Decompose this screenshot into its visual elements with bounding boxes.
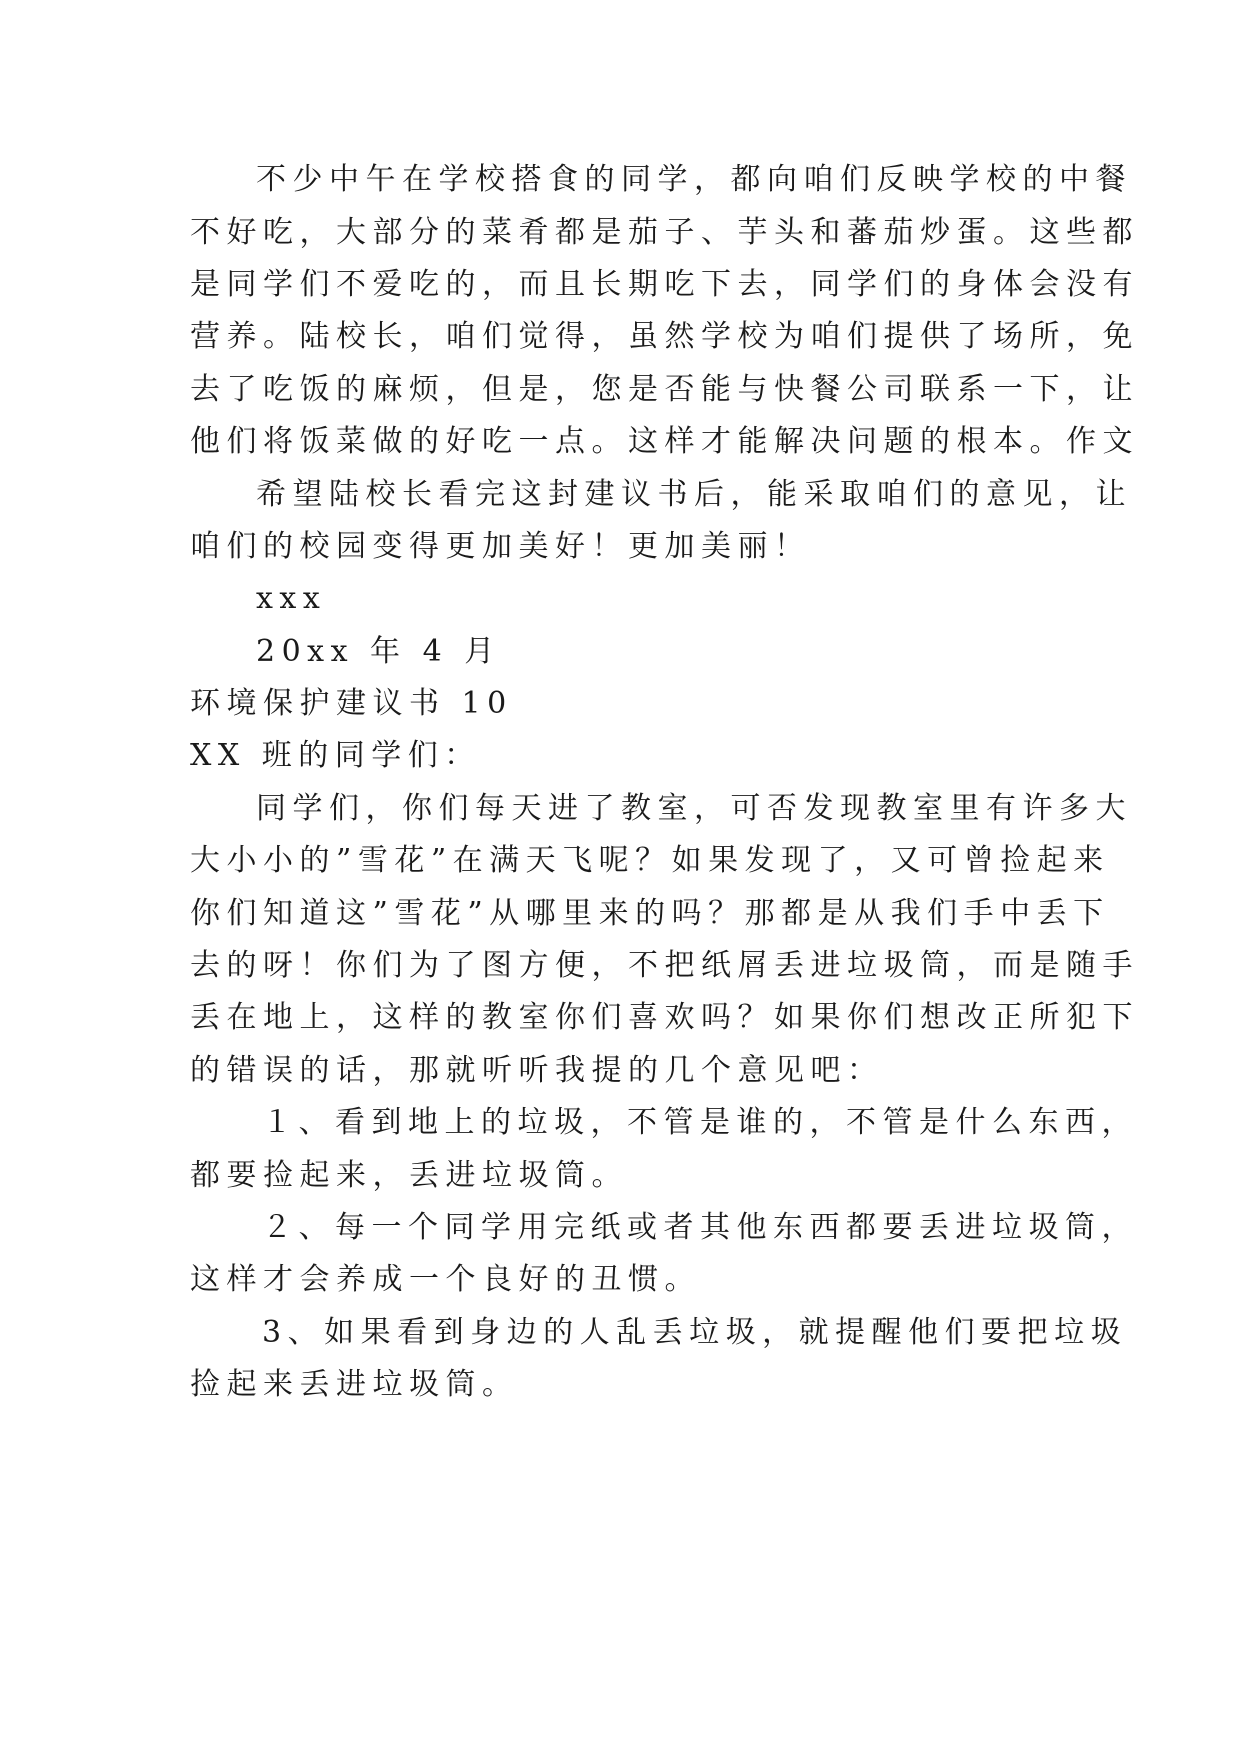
paragraph-line: 希望陆校长看完这封建议书后，能采取咱们的意见，让 — [256, 477, 1132, 512]
paragraph-line: 你们知道这”雪花”从哪里来的吗？那都是从我们手中丢下 — [190, 896, 1110, 931]
list-item-3: 3、如果看到身边的人乱丢垃圾，就提醒他们要把垃圾 — [262, 1315, 1128, 1350]
paragraph-line: 丢在地上，这样的教室你们喜欢吗？如果你们想改正所犯下 — [190, 1000, 1139, 1035]
paragraph-line: 去了吃饭的麻烦，但是，您是否能与快餐公司联系一下，让 — [190, 372, 1139, 407]
paragraph-line: 大小小的”雪花”在满天飞呢？如果发现了，又可曾捡起来 — [190, 843, 1110, 878]
paragraph-line: 不好吃，大部分的菜肴都是茄子、芋头和蕃茄炒蛋。这些都 — [190, 215, 1139, 250]
paragraph-line: 去的呀！你们为了图方便，不把纸屑丢进垃圾筒，而是随手 — [190, 948, 1139, 983]
signature-name: xxx — [256, 581, 327, 616]
paragraph-line: 的错误的话，那就听听我提的几个意见吧： — [190, 1053, 884, 1088]
paragraph-line: 是同学们不爱吃的，而且长期吃下去，同学们的身体会没有 — [190, 267, 1139, 302]
list-item-2: ２、每一个同学用完纸或者其他东西都要丢进垃圾筒， — [262, 1210, 1138, 1245]
paragraph-line: 咱们的校园变得更加美好！更加美丽！ — [190, 529, 811, 564]
list-item-1: １、看到地上的垃圾，不管是谁的，不管是什么东西， — [262, 1105, 1138, 1140]
signature-date: 20xx 年 4 月 — [256, 634, 501, 669]
paragraph-line: 营养。陆校长，咱们觉得，虽然学校为咱们提供了场所，免 — [190, 319, 1139, 354]
section-title: 环境保护建议书 10 — [190, 686, 513, 721]
paragraph-line: 同学们，你们每天进了教室，可否发现教室里有许多大 — [256, 791, 1132, 826]
list-item-3-cont: 捡起来丢进垃圾筒。 — [190, 1367, 519, 1402]
list-item-2-cont: 这样才会养成一个良好的丑惯。 — [190, 1262, 701, 1297]
paragraph-line: 不少中午在学校搭食的同学，都向咱们反映学校的中餐 — [256, 162, 1132, 197]
paragraph-line: 他们将饭菜做的好吃一点。这样才能解决问题的根本。作文 — [190, 424, 1139, 459]
list-item-1-cont: 都要捡起来，丢进垃圾筒。 — [190, 1158, 628, 1193]
salutation: XX 班的同学们： — [190, 738, 481, 773]
